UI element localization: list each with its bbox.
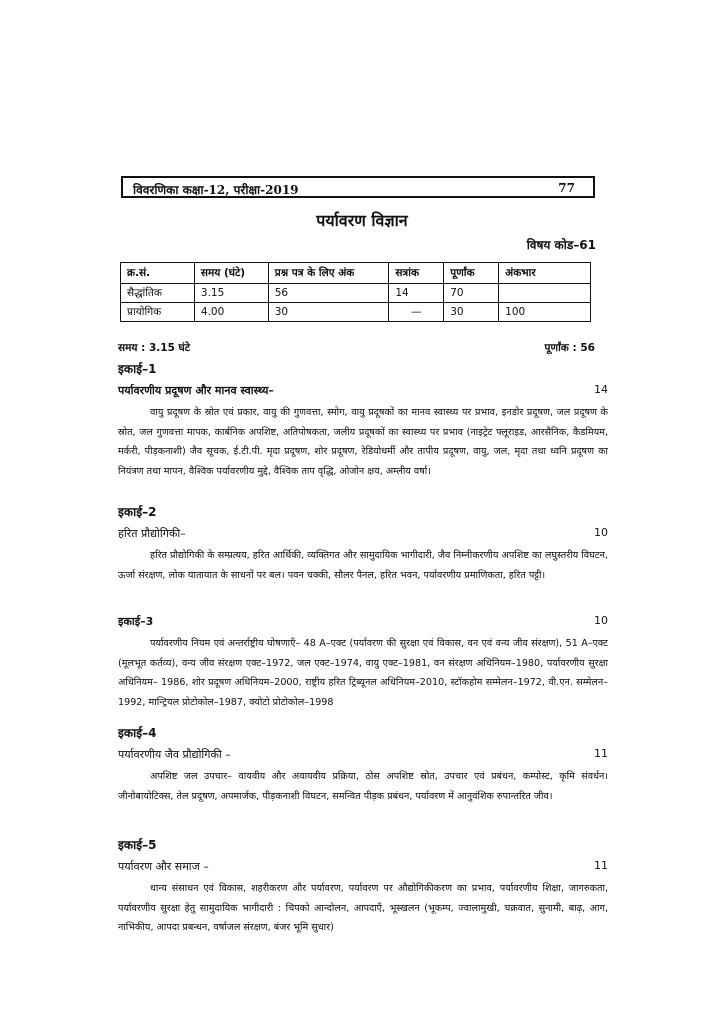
table-cell: प्रायोगिक [121,303,195,322]
unit-topic-row [118,859,608,875]
unit-section [118,836,608,938]
unit-label: इकाई–1 [118,362,157,376]
unit-topic-row [118,383,608,399]
table-header-cell: समय (घंटे) [194,263,268,284]
table-header-cell: क्र.सं. [121,263,195,284]
unit-section [118,360,608,481]
table-cell: 30 [268,303,389,322]
table-cell: सैद्धांतिक [121,284,195,303]
unit-description: अपशिष्ट जल उपचार– वायवीय और अवायवीय प्रक्रिया, ठोस अपशिष्ट स्रोत, उपचार एवं प्रबंधन, कम्पोस्ट, कृमि संवर्धन। जीनोबायोटिक्स, तेल प्रदूषण, अपमार्जक, पीड़कनाशी विघटन, समन्वित पीड़क प्रबंधन, पर्यावरण में आनुवंशिक रुपान्तरित जीव। [118,771,608,802]
table-cell: — [389,303,444,322]
page-number: 77 [558,181,575,195]
table-cell: 100 [499,303,591,322]
unit-description: हरित प्रौद्योगिकी के सम्प्रत्यय, हरित आर्थिकी, व्यक्तिगत और सामुदायिक भागीदारी, जैव निम्नीकरणीय अपशिष्ट का लघुस्तरीय विघटन, ऊर्जा संरक्षण, लोक यातायात के साधनों पर बल। पवन चक्की, सौलर पैनल, हरित भवन, पर्यावरणीय प्रमाणिकता, हरित पट्टी। [118,550,608,581]
unit-topic: पर्यावरणीय प्रदूषण और मानव स्वास्थ्य– [118,384,274,397]
unit-topic-row [118,526,608,542]
unit-section [118,614,608,712]
unit-section [118,724,608,806]
table-cell: 3.15 [194,284,268,303]
table-header-cell: प्रश्न पत्र के लिए अंक [268,263,389,284]
table-cell: 14 [389,284,444,303]
document-title: पर्यावरण विज्ञान [316,211,408,230]
time-duration: समय : 3.15 घंटे [118,342,191,354]
table-cell: 70 [444,284,499,303]
unit-marks: 10 [594,614,608,627]
unit-marks: 11 [594,747,608,760]
unit-topic-row [118,747,608,763]
marks-table [120,262,591,322]
table-header-cell: अंकभार [499,263,591,284]
table-cell: 56 [268,284,389,303]
header-title: विवरणिका कक्षा-12, परीक्षा-2019 [133,183,299,197]
unit-description: धान्य संसाधन एवं विकास, शहरीकरण और पर्यावरण, पर्यावरण पर औद्योगिकीकरण का प्रभाव, पर्यावरणीय शिक्षा, जागरुकता, पर्यावरणीय सुरक्षा हेतु सामुदायिक भागीदारी : चिपको आन्दोलन, आपदाएँ, भूस्खलन (भूकम्प, ज्वालामुखी, चक्रवात, सुनामी, बाढ़, आग, नाभिकीय, आपदा प्रबन्धन, वर्षाजल संरक्षण, बंजर भूमि सुधार) [118,883,608,933]
unit-marks: 14 [594,383,608,396]
table-header-cell: सत्रांक [389,263,444,284]
unit-marks: 10 [594,526,608,539]
full-marks: पूर्णांक : 56 [544,342,595,354]
unit-description: वायु प्रदूषण के स्रोत एवं प्रकार, वायु की गुणवत्ता, स्मोग, वायु प्रदूषकों का मानव स्वास्थ्य पर प्रभाव, इनडोर प्रदूषण, जल प्रदूषण के स्रोत, जल गुणवत्ता मापक, कार्बनिक अपशिष्ट, अतिपोषकता, जलीय प्रदूषकों का स्वास्थ्य पर प्रभाव (नाइट्रेट फ्लूराइड, आरसैनिक, कैडमियम, मर्करी, पीड़कनाशी) जैव सूचक, ई.टी.पी. मृदा प्रदूषण, शोर प्रदूषण, रेडियोधर्मी और तापीय प्रदूषण, वायु, जल, मृदा तथा ध्वनि प्रदूषण का नियंत्रण तथा मापन, वैश्विक पर्यावरणीय मुद्दे, वैश्विक ताप वृद्धि, ओजोन क्षय, अम्लीय वर्षा। [118,407,608,477]
table-header-row [121,263,591,284]
unit-topic: पर्यावरण और समाज – [118,860,209,873]
unit-marks: 11 [594,859,608,872]
table-header-cell: पूर्णांक [444,263,499,284]
page-header [121,176,595,198]
unit-topic: पर्यावरणीय जैव प्रौद्योगिकी – [118,748,231,761]
table-row [121,303,591,322]
unit-description: पर्यावरणीय नियम एवं अन्तर्राष्ट्रीय घोषणाएँ– 48 A–एक्ट (पर्यावरण की सुरक्षा एवं विकास, वन एवं वन्य जीव संरक्षण), 51 A–एक्ट (मूलभूत कर्तव्य), वन्य जीव संरक्षण एक्ट–1972, जल एक्ट–1974, वायु एक्ट–1981, वन संरक्षण अधिनियम–1980, पर्यावरणीय सुरक्षा अधिनियम– 1986, शोर प्रदूषण अधिनियम–2000, राष्ट्रीय हरित ट्रिब्यूनल अधिनियम–2010, स्टॉकहोम सम्मेलन–1972, वी.एन. सम्मेलन–1992, मान्ट्रियल प्रोटोकोल–1987, क्योटो प्रोटोकोल–1998 [118,638,608,708]
subject-code: विषय कोड–61 [526,238,596,252]
unit-topic-row [118,614,608,630]
table-cell: 4.00 [194,303,268,322]
table-cell [499,284,591,303]
unit-section [118,503,608,585]
unit-label: इकाई–3 [118,615,154,628]
unit-label: इकाई–5 [118,838,157,852]
unit-label: इकाई–2 [118,505,157,519]
table-row [121,284,591,303]
unit-label: इकाई–4 [118,726,157,740]
unit-topic: हरित प्रौद्योगिकी– [118,527,186,540]
table-cell: 30 [444,303,499,322]
